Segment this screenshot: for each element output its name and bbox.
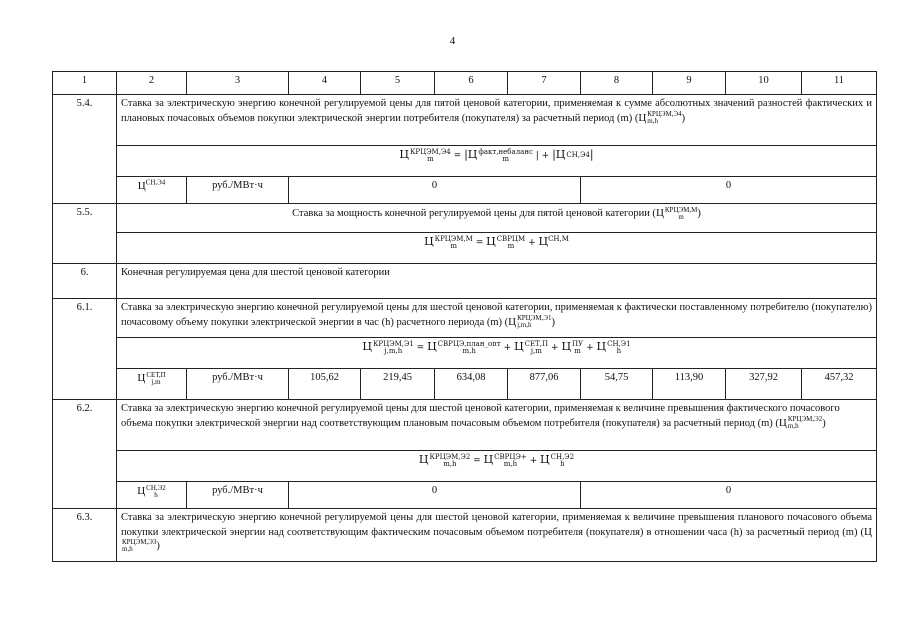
description-text: Ставка за электрическую энергию конечной регулируемой цены для пятой ценовой категории, применяемая к сумме абсолютных значений разностей фактических и плановых почасовых объемов покупки электрической энергии потребителя (покупателя) за расчетный период (m) ( <box>121 98 872 124</box>
symbol-indices <box>665 207 697 221</box>
superscript: КРЦЭМ,Э2 <box>429 452 471 461</box>
subscript: j,m <box>151 377 161 386</box>
subscript: m <box>507 241 515 250</box>
formula <box>117 338 877 369</box>
description-text: Ставка за электрическую энергию конечной регулируемой цены для шестой ценовой категории, применяемая к величине превышения фактического почасового объема покупки электрической энергии над соответствующим плановым почасовым объемом потребителя (покупателя) за расчетный период (m) ( <box>121 403 840 429</box>
col-header: 3 <box>187 72 289 95</box>
description-text: Ставка за мощность конечной регулируемой цены для пятой ценовой категории ( <box>292 208 656 219</box>
symbol-indices <box>478 149 533 163</box>
symbol-indices <box>647 111 681 125</box>
symbol-indices <box>517 315 551 329</box>
superscript: СВРЦЭ+ <box>494 452 527 461</box>
symbol-indices <box>410 149 451 163</box>
symbol: Ц <box>540 453 550 466</box>
symbol: Ц <box>427 340 437 353</box>
row-number: 6.2. <box>53 400 117 509</box>
tariff-table <box>52 71 877 562</box>
superscript: СН,М <box>548 235 569 243</box>
value-cell: 877,06 <box>508 369 581 400</box>
symbol: Ц <box>596 340 607 353</box>
formula <box>117 146 877 177</box>
column-header-row <box>53 72 877 95</box>
subscript: m <box>427 154 434 163</box>
subscript: h <box>560 459 565 468</box>
superscript: КРЦЭМ,Э4 <box>647 110 682 119</box>
symbol-indices <box>429 454 470 468</box>
row-5-4-formula <box>53 146 877 177</box>
value-cell: 0 <box>581 177 877 204</box>
value-cell: 219,45 <box>361 369 435 400</box>
operator: + <box>528 238 536 248</box>
value-cell: 0 <box>289 482 581 509</box>
superscript: СВРЦЭ,план_опт <box>437 339 501 348</box>
subscript: h <box>616 346 622 355</box>
symbol: Ц <box>424 235 434 248</box>
col-header: 8 <box>581 72 653 95</box>
col-header: 9 <box>653 72 726 95</box>
symbol: Ц <box>538 235 549 248</box>
symbol-indices <box>566 152 590 159</box>
subscript: m <box>678 212 684 221</box>
formula <box>117 233 877 264</box>
row-5-5-description <box>53 204 877 233</box>
symbol: Ц <box>483 453 494 466</box>
parameter-symbol <box>117 177 187 204</box>
parameter-symbol <box>117 369 187 400</box>
superscript: СЕТ,П <box>146 370 166 379</box>
symbol: Ц <box>864 525 872 538</box>
col-header: 1 <box>53 72 117 95</box>
value-cell: 0 <box>289 177 581 204</box>
subscript: m,h <box>443 459 457 468</box>
paren: ) <box>681 112 686 124</box>
col-header: 6 <box>435 72 508 95</box>
superscript: СВРЦМ <box>496 234 526 243</box>
superscript: СН,Э2 <box>146 483 166 492</box>
operator: = <box>473 456 481 466</box>
row-6-2-description <box>53 400 877 451</box>
symbol: Ц <box>486 235 496 248</box>
row-number: 5.4. <box>53 95 117 204</box>
symbol-indices <box>551 454 575 468</box>
operator: | + <box>535 151 550 161</box>
superscript: КРЦЭМ,М <box>434 234 473 243</box>
row-description <box>117 95 877 146</box>
symbol-indices <box>146 485 166 499</box>
operator: = <box>416 343 425 353</box>
subscript: m,h <box>787 422 799 431</box>
superscript: КРЦЭМ,Э3 <box>122 538 157 547</box>
value-cell: 327,92 <box>726 369 802 400</box>
symbol: Ц <box>561 340 572 353</box>
symbol: Ц <box>508 315 517 328</box>
symbol-indices <box>525 341 548 355</box>
subscript: m <box>450 241 458 250</box>
description-text: Ставка за электрическую энергию конечной регулируемой цены для шестой ценовой категории, применяемая к фактически поставленному потребителю (покупателю) почасовому объему покупки электрической энергии в час (h) расчетного периода (m) ( <box>121 302 872 328</box>
row-number: 6. <box>53 264 117 299</box>
superscript: факт,небаланс <box>478 147 533 156</box>
symbol-indices <box>122 539 156 553</box>
operator: + <box>551 343 559 353</box>
paren: ) <box>551 316 555 328</box>
symbol: Ц <box>399 148 409 161</box>
symbol-indices <box>435 236 473 250</box>
symbol-indices <box>438 341 501 355</box>
superscript: СЕТ,П <box>524 339 549 348</box>
row-6-2-formula <box>53 451 877 482</box>
value-cell: 113,90 <box>653 369 726 400</box>
row-number: 6.3. <box>53 509 117 562</box>
symbol-indices <box>146 372 165 386</box>
symbol: Ц <box>655 207 664 219</box>
row-6-3-description <box>53 509 877 562</box>
superscript: КРЦЭМ,Э1 <box>372 339 414 348</box>
row-6-1-description <box>53 299 877 338</box>
symbol-indices <box>497 236 525 250</box>
row-description <box>117 204 877 233</box>
superscript: СН,Э4 <box>145 178 166 187</box>
symbol: Ц <box>778 416 787 429</box>
operator: + <box>503 343 512 353</box>
page-number: 4 <box>449 35 456 47</box>
subscript: m,h <box>462 346 476 355</box>
superscript: СН,Э1 <box>607 339 631 348</box>
row-5-4-values <box>53 177 877 204</box>
parameter-symbol <box>117 482 187 509</box>
operator: | <box>589 148 594 161</box>
symbol-indices <box>572 341 583 355</box>
row-description: Конечная регулируемая цена для шестой ценовой категории <box>117 264 877 299</box>
symbol: |Ц <box>464 148 478 161</box>
subscript: m,h <box>503 459 518 468</box>
formula <box>117 451 877 482</box>
row-5-5-formula <box>53 233 877 264</box>
symbol: |Ц <box>552 148 566 161</box>
description-text: Ставка за электрическую энергию конечной регулируемой цены для шестой ценовой категории, применяемая к величине превышения планового почасового объема покупки электрической энергии над соответствующим фактическим почасовым объемом потребителя (покупателя) в отношении часа (h) за расчетный период (m) ( <box>121 512 872 538</box>
row-6 <box>53 264 877 299</box>
superscript: ПУ <box>572 339 584 348</box>
col-header: 5 <box>361 72 435 95</box>
row-6-2-values <box>53 482 877 509</box>
subscript: m,h <box>122 545 133 554</box>
subscript: m,h <box>647 117 658 126</box>
col-header: 11 <box>802 72 877 95</box>
row-description <box>117 299 877 338</box>
symbol: Ц <box>137 372 146 384</box>
operator: + <box>586 343 594 353</box>
symbol-indices <box>607 341 631 355</box>
value-cell: 634,08 <box>435 369 508 400</box>
value-cell: 0 <box>581 482 877 509</box>
subscript: m <box>574 346 581 355</box>
superscript: СН,Э2 <box>550 452 575 461</box>
unit-cell: руб./МВт·ч <box>187 482 289 509</box>
symbol-indices <box>373 341 414 355</box>
col-header: 2 <box>117 72 187 95</box>
subscript: m <box>502 154 509 163</box>
superscript: КРЦЭМ,Э1 <box>517 314 552 323</box>
operator: = <box>453 151 462 161</box>
paren: ) <box>822 417 826 429</box>
col-header: 10 <box>726 72 802 95</box>
operator: = <box>475 238 484 248</box>
symbol: Ц <box>638 111 647 124</box>
symbol-indices <box>788 416 822 430</box>
symbol: Ц <box>514 340 524 353</box>
subscript: j,m <box>530 346 542 355</box>
symbol: Ц <box>137 485 146 497</box>
subscript: h <box>154 490 158 499</box>
row-6-1-formula <box>53 338 877 369</box>
subscript: j,m,h <box>384 346 403 355</box>
unit-cell: руб./МВт·ч <box>187 369 289 400</box>
superscript: КРЦЭМ,Э2 <box>787 415 823 424</box>
row-6-1-values <box>53 369 877 400</box>
row-description <box>117 509 877 562</box>
operator: + <box>529 456 538 466</box>
superscript: КРЦЭМ,Э4 <box>409 147 451 156</box>
superscript: СН,Э4 <box>566 151 590 159</box>
superscript: КРЦЭМ,М <box>664 205 698 214</box>
value-cell: 457,32 <box>802 369 877 400</box>
symbol: Ц <box>137 180 146 192</box>
unit-cell: руб./МВт·ч <box>187 177 289 204</box>
value-cell: 54,75 <box>581 369 653 400</box>
paren: ) <box>156 540 160 552</box>
paren: ) <box>697 208 701 219</box>
row-5-4-description <box>53 95 877 146</box>
symbol-indices <box>494 454 527 468</box>
symbol: Ц <box>418 453 429 466</box>
col-header: 7 <box>508 72 581 95</box>
value-cell: 105,62 <box>289 369 361 400</box>
symbol: Ц <box>362 340 372 353</box>
col-header: 4 <box>289 72 361 95</box>
row-number: 5.5. <box>53 204 117 264</box>
row-description <box>117 400 877 451</box>
row-number: 6.1. <box>53 299 117 400</box>
subscript: j,m,h <box>517 321 532 330</box>
